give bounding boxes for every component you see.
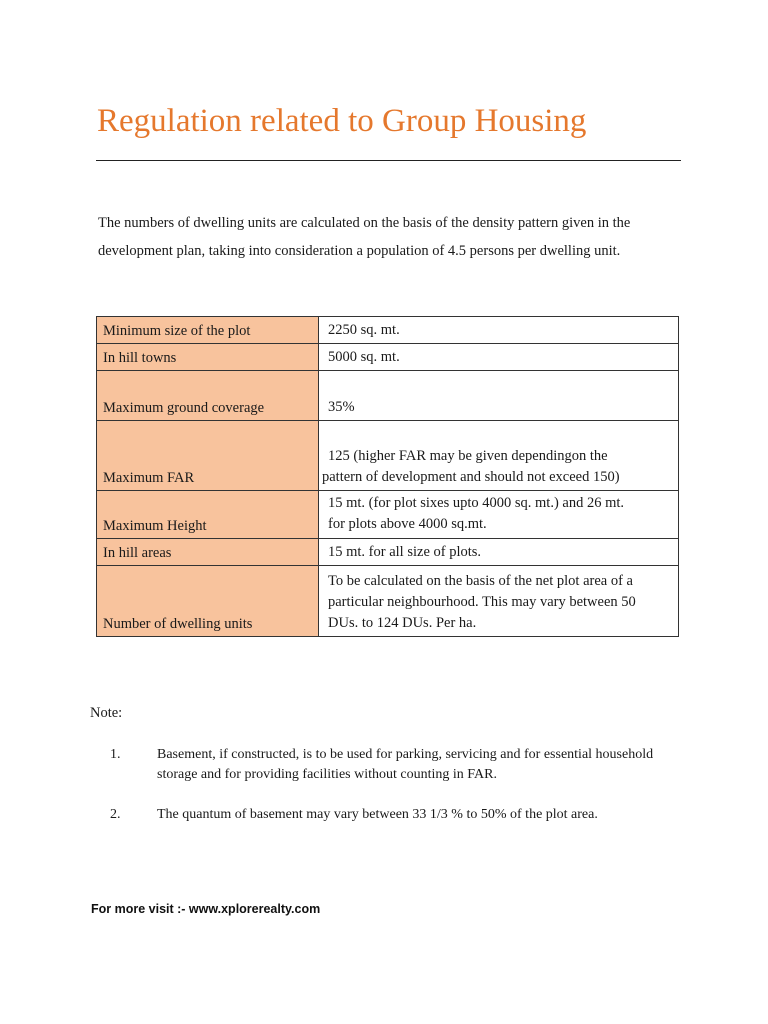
row-label-maximum-height: Maximum Height bbox=[97, 491, 319, 539]
value-line: DUs. to 124 DUs. Per ha. bbox=[328, 615, 477, 631]
value-line: 2250 sq. mt. bbox=[328, 322, 400, 338]
note-number: 1. bbox=[110, 747, 121, 762]
notes-list bbox=[110, 745, 670, 845]
table-row bbox=[97, 566, 679, 637]
footer-link-text: For more visit :- www.xplorerealty.com bbox=[91, 902, 321, 916]
value-line: To be calculated on the basis of the net plot area of a bbox=[328, 573, 633, 589]
row-label-hill-towns: In hill towns bbox=[97, 344, 319, 371]
table-row bbox=[97, 317, 679, 344]
note-text: The quantum of basement may vary between 33 1/3 % to 50% of the plot area. bbox=[157, 807, 598, 822]
value-line: 5000 sq. mt. bbox=[328, 349, 400, 365]
table-row bbox=[97, 539, 679, 566]
value-line: for plots above 4000 sq.mt. bbox=[328, 516, 487, 532]
value-line: particular neighbourhood. This may vary between 50 bbox=[328, 594, 636, 610]
value-line: 35% bbox=[328, 399, 355, 415]
value-line: 15 mt. for all size of plots. bbox=[328, 544, 482, 560]
table-row bbox=[97, 371, 679, 421]
title-divider bbox=[96, 160, 681, 161]
row-label-maximum-far: Maximum FAR bbox=[97, 421, 319, 491]
row-value-maximum-far bbox=[319, 421, 679, 491]
row-value-dwelling-units bbox=[319, 566, 679, 637]
note-number: 2. bbox=[110, 807, 121, 822]
table-row bbox=[97, 421, 679, 491]
page-title: Regulation related to Group Housing bbox=[97, 103, 587, 139]
row-label-hill-areas: In hill areas bbox=[97, 539, 319, 566]
row-value-hill-areas bbox=[319, 539, 679, 566]
list-item bbox=[110, 745, 670, 785]
table-row bbox=[97, 491, 679, 539]
list-item bbox=[110, 805, 670, 825]
row-value-minimum-plot-size bbox=[319, 317, 679, 344]
regulations-table bbox=[96, 316, 679, 637]
row-value-ground-coverage bbox=[319, 371, 679, 421]
note-heading: Note: bbox=[90, 705, 123, 721]
row-label-ground-coverage: Maximum ground coverage bbox=[97, 371, 319, 421]
row-label-dwelling-units: Number of dwelling units bbox=[97, 566, 319, 637]
row-value-hill-towns bbox=[319, 344, 679, 371]
table-row bbox=[97, 344, 679, 371]
row-value-maximum-height bbox=[319, 491, 679, 539]
value-line: 125 (higher FAR may be given dependingon the bbox=[328, 448, 608, 464]
value-line: pattern of development and should not exceed 150) bbox=[322, 469, 620, 485]
intro-paragraph: The numbers of dwelling units are calculated on the basis of the density pattern given in the development plan, taking into consideration a population of 4.5 persons per dwelling unit. bbox=[98, 215, 631, 259]
value-line: 15 mt. (for plot sixes upto 4000 sq. mt.) and 26 mt. bbox=[328, 495, 625, 511]
note-text: Basement, if constructed, is to be used for parking, servicing and for essential household storage and for providing facilities without counting in FAR. bbox=[157, 747, 654, 782]
row-label-minimum-plot-size: Minimum size of the plot bbox=[97, 317, 319, 344]
